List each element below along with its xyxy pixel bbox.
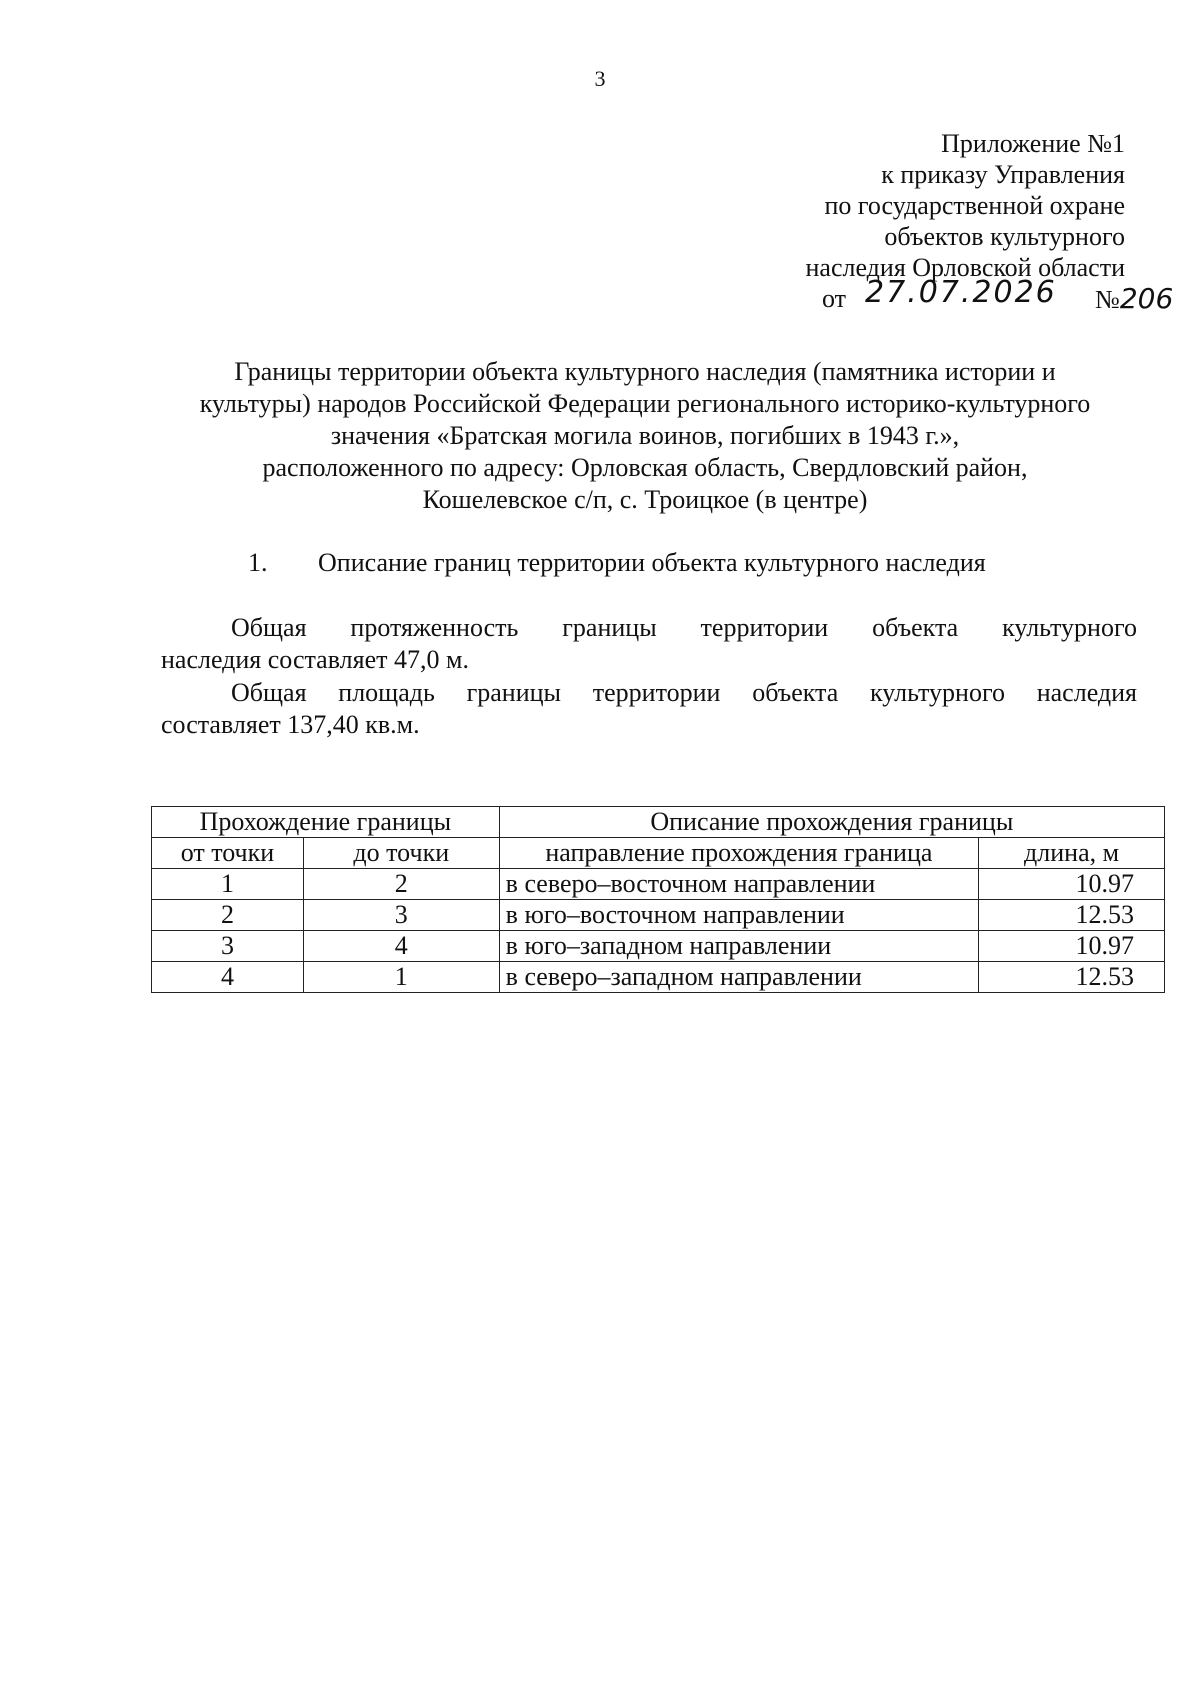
table-sub-header: от точки: [152, 838, 304, 869]
table-group-header: Прохождение границы: [152, 807, 500, 838]
title-line: значения «Братская могила воинов, погибших в 1943 г.»,: [330, 421, 960, 450]
title-line: расположенного по адресу: Орловская область, Свердловский район,: [262, 453, 1028, 482]
table-group-header-row: [152, 807, 1165, 838]
boundary-table: [151, 806, 1165, 993]
appendix-line: Приложение №1: [941, 129, 1125, 158]
table-cell-length: 10.97: [979, 869, 1165, 900]
appendix-line: объектов культурного: [884, 222, 1125, 251]
number-prefix: №: [1095, 285, 1120, 314]
table-cell-from: 4: [152, 962, 304, 993]
table-sub-header: длина, м: [979, 838, 1165, 869]
appendix-block: [705, 128, 1174, 317]
paragraph-total-length: [161, 612, 1137, 676]
title-line: культуры) народов Российской Федерации регионального историко-культурного: [199, 389, 1091, 418]
section-heading: [248, 548, 986, 578]
table-row: [152, 931, 1165, 962]
table-cell-from: 1: [152, 869, 304, 900]
section-number: 1.: [248, 548, 268, 577]
table-group-header: Описание прохождения границы: [499, 807, 1164, 838]
handwritten-number: 206: [1119, 282, 1174, 315]
paragraph-line: Общая протяженность границы территории объекта культурного: [231, 613, 1137, 642]
handwritten-date: 27.07.2026: [865, 275, 1057, 310]
paragraph-line: наследия составляет 47,0 м.: [161, 645, 469, 674]
appendix-line: к приказу Управления: [881, 160, 1125, 189]
table-cell-to: 1: [303, 962, 499, 993]
table-cell-length: 10.97: [979, 931, 1165, 962]
table-cell-direction: в северо–восточном направлении: [499, 869, 978, 900]
table-cell-to: 4: [303, 931, 499, 962]
paragraph-line: составляет 137,40 кв.м.: [161, 710, 420, 739]
table-cell-to: 2: [303, 869, 499, 900]
section-heading-text: Описание границ территории объекта культурного наследия: [318, 548, 986, 577]
table-cell-direction: в юго–западном направлении: [499, 931, 978, 962]
title-line: Границы территории объекта культурного наследия (памятника истории и: [234, 357, 1056, 386]
paragraph-line: Общая площадь границы территории объекта культурного наследия: [231, 678, 1137, 707]
table-sub-header: до точки: [303, 838, 499, 869]
table-row: [152, 869, 1165, 900]
table-row: [152, 900, 1165, 931]
table-row: [152, 962, 1165, 993]
title-line: Кошелевское с/п, с. Троицкое (в центре): [422, 485, 868, 514]
table-cell-direction: в северо–западном направлении: [499, 962, 978, 993]
appendix-line: по государственной охране: [824, 191, 1125, 220]
order-date-line: [705, 275, 1174, 317]
table-cell-length: 12.53: [979, 962, 1165, 993]
order-number: [1095, 283, 1173, 315]
table-cell-to: 3: [303, 900, 499, 931]
appendix-line: наследия Орловской области: [805, 253, 1125, 282]
table-sub-header: направление прохождения граница: [499, 838, 978, 869]
paragraph-total-area: [161, 677, 1137, 741]
document-title: [150, 356, 1140, 516]
table-cell-from: 2: [152, 900, 304, 931]
date-prefix: от: [822, 284, 847, 313]
table-cell-direction: в юго–восточном направлении: [499, 900, 978, 931]
page-number: 3: [594, 66, 606, 91]
table-sub-header-row: [152, 838, 1165, 869]
table-cell-length: 12.53: [979, 900, 1165, 931]
table-cell-from: 3: [152, 931, 304, 962]
